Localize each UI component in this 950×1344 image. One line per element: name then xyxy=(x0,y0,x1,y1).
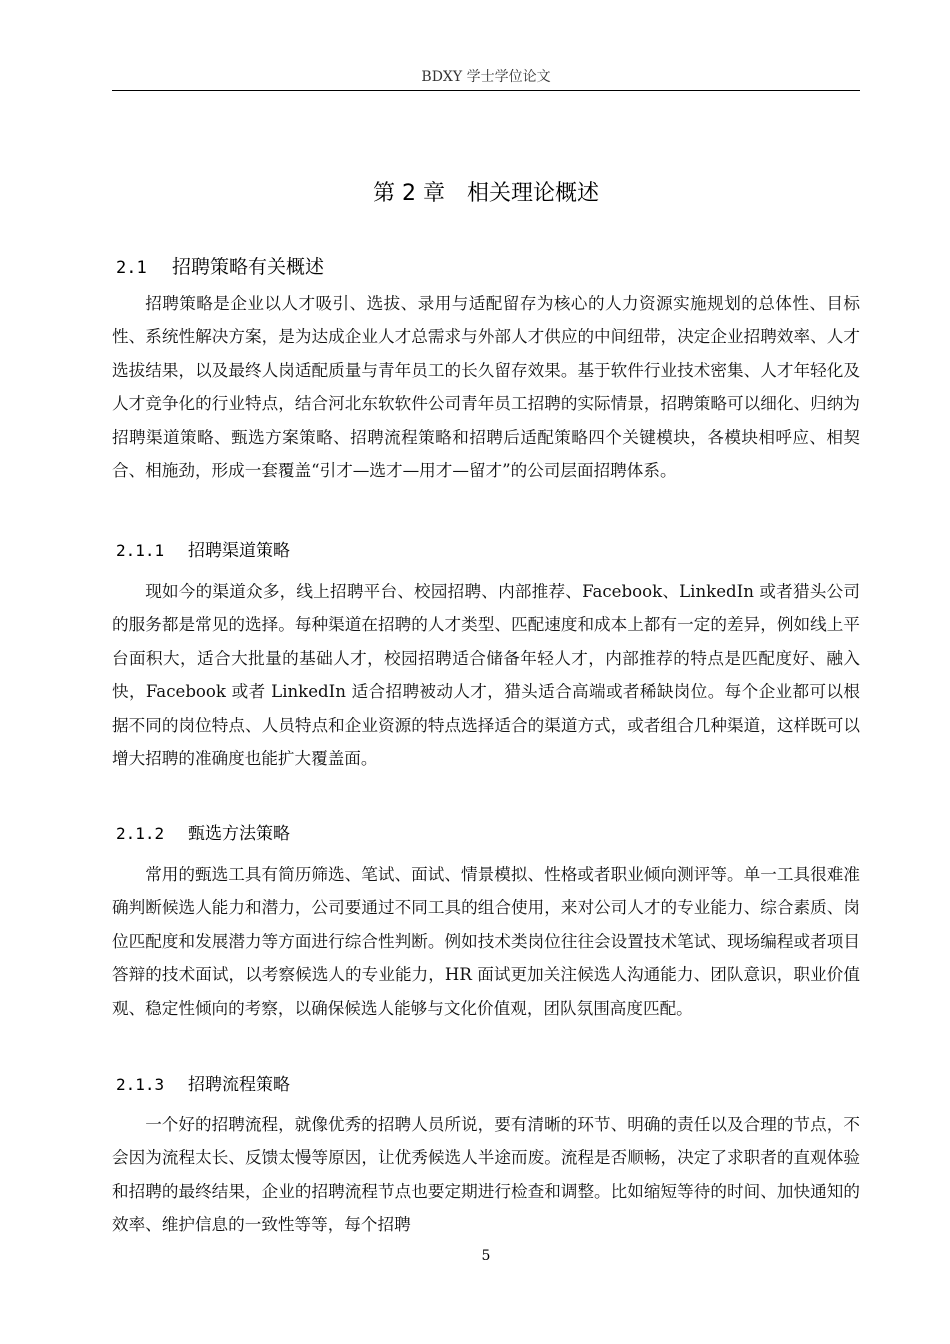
section-title: 招聘流程策略 xyxy=(188,1075,290,1095)
section-heading-2-1-1 xyxy=(116,537,290,565)
chapter-title-text: 相关理论概述 xyxy=(466,181,599,206)
section-heading-2-1-3 xyxy=(116,1071,290,1099)
paragraph-channel-strategy: 现如今的渠道众多，线上招聘平台、校园招聘、内部推荐、Facebook、LinkedIn 或者猎头公司的服务都是常见的选择。每种渠道在招聘的人才类型、匹配速度和成本上都有一定的差异，例如线上平台面积大，适合大批量的基础人才，校园招聘适合储备年轻人才，内部推荐的特点是匹配度好、融入快，Facebook 或者 LinkedIn 适合招聘被动人才，猎头适合高端或者稀缺岗位。每个企业都可以根据不同的岗位特点、人员特点和企业资源的特点选择适合的渠道方式，或者组合几种渠道，这样既可以增大招聘的准确度也能扩大覆盖面。 xyxy=(112,582,860,769)
section-title: 招聘渠道策略 xyxy=(188,541,290,561)
section-title: 甄选方法策略 xyxy=(188,824,290,844)
chapter-number: 第 2 章 xyxy=(373,181,445,206)
paragraph-process-strategy: 一个好的招聘流程，就像优秀的招聘人员所说，要有清晰的环节、明确的责任以及合理的节点，不会因为流程太长、反馈太慢等原因，让优秀候选人半途而废。流程是否顺畅，决定了求职者的直观体验和招聘的最终结果，企业的招聘流程节点也要定期进行检查和调整。比如缩短等待的时间、加快通知的效率、维护信息的一致性等等，每个招聘 xyxy=(112,1115,860,1235)
section-heading-2-1 xyxy=(116,252,324,283)
header-rule xyxy=(112,90,860,91)
section-heading-2-1-2 xyxy=(116,820,290,848)
chapter-title xyxy=(112,176,860,212)
section-number: 2.1 xyxy=(116,258,147,278)
page-number: 5 xyxy=(481,1248,491,1264)
section-number: 2.1.3 xyxy=(116,1075,165,1094)
section-number: 2.1.1 xyxy=(116,541,165,560)
running-header: BDXY 学士学位论文 xyxy=(421,69,551,85)
section-number: 2.1.2 xyxy=(116,824,165,843)
paragraph-selection-strategy: 常用的甄选工具有简历筛选、笔试、面试、情景模拟、性格或者职业倾向测评等。单一工具很难准确判断候选人能力和潜力，公司要通过不同工具的组合使用，来对公司人才的专业能力、综合素质、岗位匹配度和发展潜力等方面进行综合性判断。例如技术类岗位往往会设置技术笔试、现场编程或者项目答辩的技术面试，以考察候选人的专业能力，HR 面试更加关注候选人沟通能力、团队意识，职业价值观、稳定性倾向的考察，以确保候选人能够与文化价值观，团队氛围高度匹配。 xyxy=(112,865,860,1018)
section-title: 招聘策略有关概述 xyxy=(172,256,325,278)
paragraph-strategy-overview: 招聘策略是企业以人才吸引、选拔、录用与适配留存为核心的人力资源实施规划的总体性、目标性、系统性解决方案，是为达成企业人才总需求与外部人才供应的中间纽带，决定企业招聘效率、人才选拔结果，以及最终人岗适配质量与青年员工的长久留存效果。基于软件行业技术密集、人才年轻化及人才竞争化的行业特点，结合河北东软软件公司青年员工招聘的实际情景，招聘策略可以细化、归纳为招聘渠道策略、甄选方案策略、招聘流程策略和招聘后适配策略四个关键模块，各模块相呼应、相契合、相施劲，形成一套覆盖“引才—选才—用才—留才”的公司层面招聘体系。 xyxy=(112,294,860,481)
